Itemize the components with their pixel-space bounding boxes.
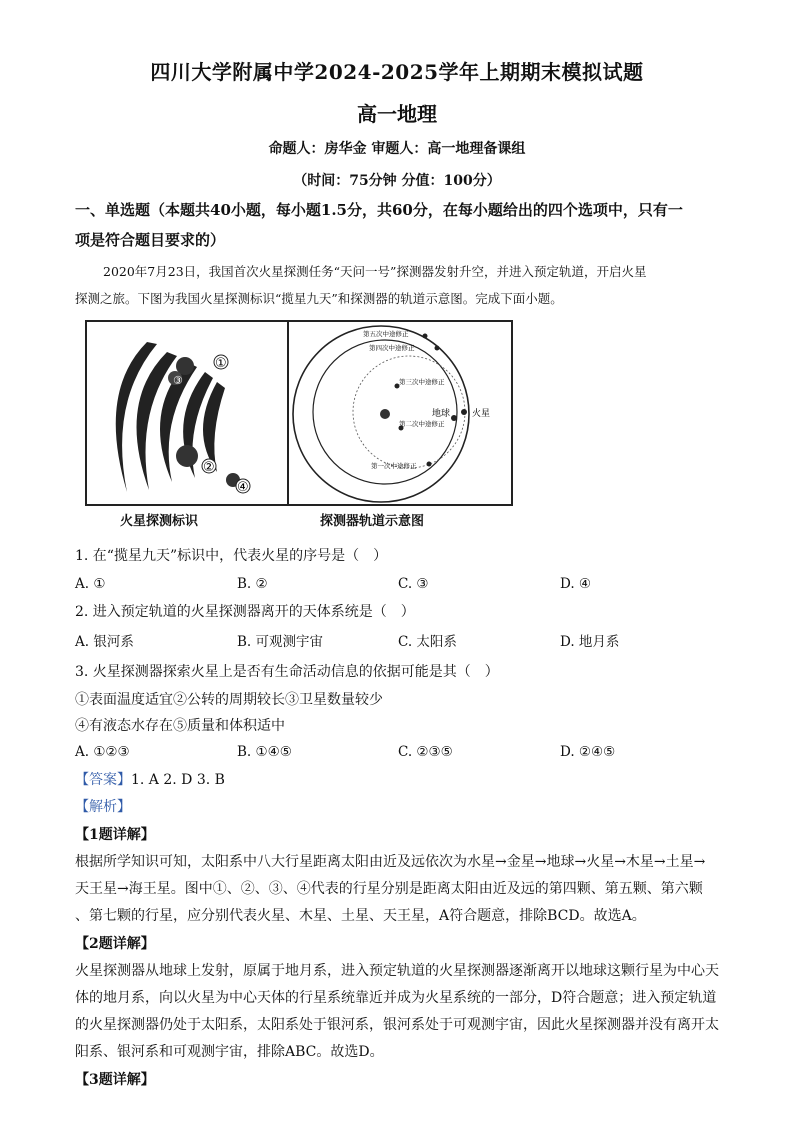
mars-label: 火星 bbox=[472, 409, 491, 419]
marker-2: ② bbox=[203, 460, 215, 475]
question-2-option-c[interactable]: C. 太阳系 bbox=[398, 634, 457, 650]
answer-line bbox=[75, 770, 725, 790]
marker-4: ④ bbox=[237, 480, 249, 495]
exam-time-info: （时间：75分钟 分值：100分） bbox=[293, 173, 501, 189]
analysis-label: 【解析】 bbox=[75, 799, 131, 815]
orbit-label-5: 第五次中途修正 bbox=[363, 330, 409, 338]
probe-dot-1 bbox=[423, 334, 428, 339]
detail-2-line2: 体的地月系，向以火星为中心天体的行星系统靠近并成为火星系统的一部分，D符合题意；进入预定轨道 bbox=[75, 990, 717, 1006]
detail-1-line3: 、第七颗的行星，应分别代表火星、木星、土星、天王星，A符合题意，排除BCD。故选A。 bbox=[75, 908, 646, 924]
question-1-stem: 1. 在“揽星九天”标识中，代表火星的序号是（ ） bbox=[75, 548, 388, 564]
marker-1: ① bbox=[215, 356, 227, 371]
section-heading-line2: 项是符合题目要求的） bbox=[75, 231, 226, 249]
earth-dot bbox=[451, 415, 457, 421]
figure-caption-right: 探测器轨道示意图 bbox=[320, 514, 425, 529]
detail-2-line1: 火星探测器从地球上发射，原属于地月系，进入预定轨道的火星探测器逐渐离开以地球这颗行星为中心天 bbox=[75, 963, 719, 979]
logo-arc-5 bbox=[203, 382, 225, 472]
figure-mars-exploration bbox=[85, 320, 513, 506]
detail-1-heading: 【1题详解】 bbox=[75, 827, 155, 843]
question-2-option-a[interactable]: A. 银河系 bbox=[75, 634, 134, 650]
orbit-label-3: 第三次中途修正 bbox=[399, 378, 445, 386]
answer-text: 1. A 2. D 3. B bbox=[131, 772, 225, 788]
question-3-option-d[interactable]: D. ②④⑤ bbox=[560, 744, 616, 760]
question-3-option-c[interactable]: C. ②③⑤ bbox=[398, 744, 453, 760]
section-heading-line1: 一、单选题（本题共40小题，每小题1.5分，共60分，在每小题给出的四个选项中，只有一 bbox=[75, 201, 683, 219]
question-2-stem: 2. 进入预定轨道的火星探测器离开的天体系统是（ ） bbox=[75, 604, 415, 620]
earth-label: 地球 bbox=[432, 409, 451, 419]
answer-label: 【答案】 bbox=[75, 772, 131, 788]
detail-1-line2: 天王星→海王星。图中①、②、③、④代表的行星分别是距离太阳由近及远的第四颗、第五颗、第六颗 bbox=[75, 881, 703, 897]
logo-planet-2 bbox=[176, 445, 198, 467]
marker-3: ③ bbox=[173, 374, 183, 387]
mars-dot bbox=[461, 409, 467, 415]
question-2-option-b[interactable]: B. 可观测宇宙 bbox=[237, 634, 324, 650]
probe-dot-5 bbox=[427, 462, 432, 467]
logo-arc-1 bbox=[116, 342, 157, 492]
intro-line1: 2020年7月23日，我国首次火星探测任务“天问一号”探测器发射升空，并进入预定轨道，开启火星 bbox=[103, 264, 647, 279]
detail-2-heading: 【2题详解】 bbox=[75, 936, 155, 952]
detail-2-line3: 的火星探测器仍处于太阳系，太阳系处于银河系，银河系处于可观测宇宙，因此火星探测器并没有离开太 bbox=[75, 1017, 719, 1033]
question-3-option-a[interactable]: A. ①②③ bbox=[75, 744, 130, 760]
exam-subject: 高一地理 bbox=[357, 102, 437, 126]
orbit-diagram bbox=[289, 322, 509, 504]
detail-1-line1: 根据所学知识可知，太阳系中八大行星距离太阳由近及远依次为水星→金星→地球→火星→木星→土星→ bbox=[75, 854, 706, 870]
question-3-option-b[interactable]: B. ①④⑤ bbox=[237, 744, 292, 760]
orbit-label-4: 第四次中途修正 bbox=[369, 344, 415, 352]
figure-caption-left: 火星探测标识 bbox=[120, 514, 199, 529]
orbit-label-1: 第一次中途修正 bbox=[371, 462, 417, 470]
exam-title: 四川大学附属中学2024-2025学年上期期末模拟试题 bbox=[150, 60, 644, 84]
question-3-sub2: ④有液态水存在⑤质量和体积适中 bbox=[75, 718, 285, 734]
sun-icon bbox=[380, 409, 390, 419]
exam-authors: 命题人：房华金 审题人：高一地理备课组 bbox=[268, 141, 526, 157]
orbit-label-2: 第二次中途修正 bbox=[399, 420, 445, 428]
intro-line2: 探测之旅。下图为我国火星探测标识“揽星九天”和探测器的轨道示意图。完成下面小题。 bbox=[75, 291, 563, 306]
detail-3-heading: 【3题详解】 bbox=[75, 1072, 155, 1088]
question-1-option-c[interactable]: C. ③ bbox=[398, 576, 429, 592]
question-1-option-b[interactable]: B. ② bbox=[237, 576, 268, 592]
probe-dot-2 bbox=[435, 346, 440, 351]
question-3-stem: 3. 火星探测器探索火星上是否有生命活动信息的依据可能是其（ ） bbox=[75, 664, 499, 680]
question-1-option-a[interactable]: A. ① bbox=[75, 576, 106, 592]
question-1-option-d[interactable]: D. ④ bbox=[560, 576, 592, 592]
mars-logo-image bbox=[87, 322, 287, 504]
detail-2-line4: 阳系、银河系和可观测宇宙，排除ABC。故选D。 bbox=[75, 1044, 384, 1060]
question-3-sub1: ①表面温度适宜②公转的周期较长③卫星数量较少 bbox=[75, 692, 383, 708]
question-2-option-d[interactable]: D. 地月系 bbox=[560, 634, 620, 650]
